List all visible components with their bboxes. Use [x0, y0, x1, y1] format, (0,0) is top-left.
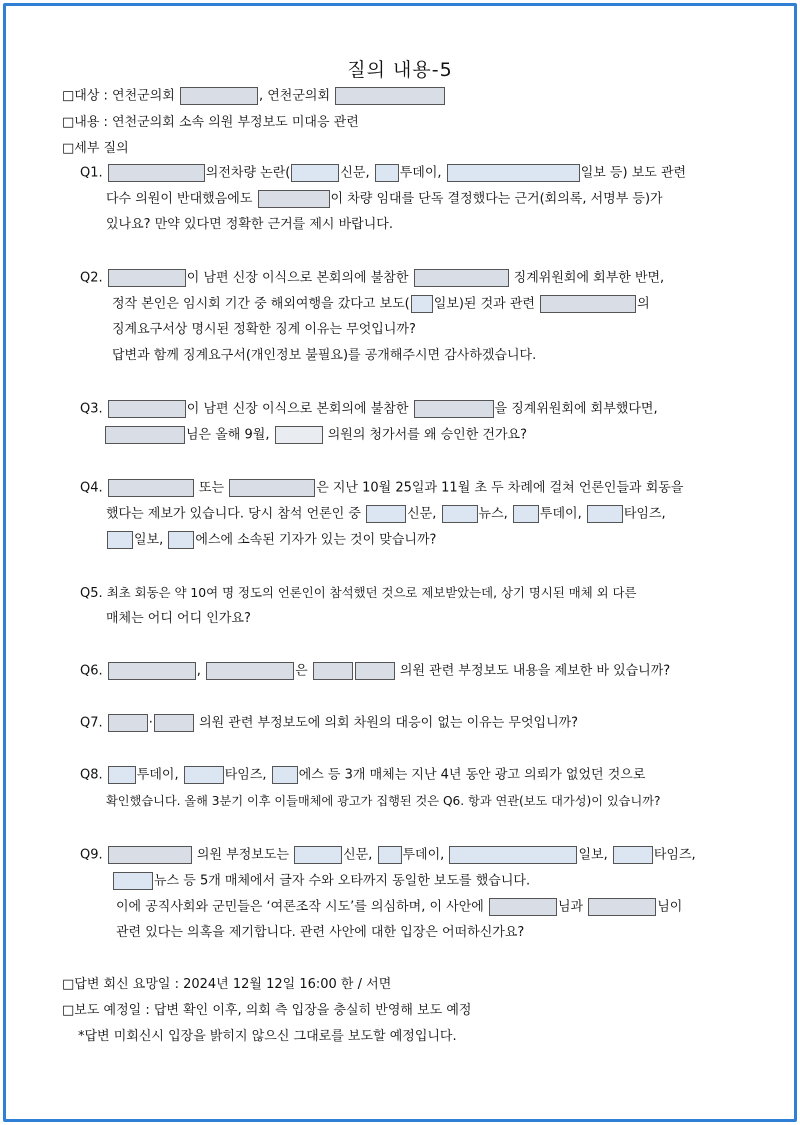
redacted-box [414, 400, 494, 418]
redacted-box [258, 190, 330, 208]
q1-line-1: Q1. 의전차량 논란( 신문, 투데이, 일보 등) 보도 관련 [80, 165, 687, 181]
page-title: 질의 내용-5 [347, 59, 453, 81]
redacted-box [294, 846, 342, 864]
redacted-box [449, 846, 577, 864]
q7-line-1: Q7. · 의원 관련 부정보도에 의회 차원의 대응이 없는 이유는 무엇입니까? [80, 715, 579, 731]
redacted-box [355, 662, 395, 680]
q9-line-3: 이에 공직사회와 군민들은 ‘여론조작 시도’를 의심하며, 이 사안에 님과 님이 [116, 899, 683, 915]
redacted-box [378, 846, 402, 864]
redacted-box [275, 426, 323, 444]
redacted-box [108, 269, 186, 287]
redacted-box [184, 766, 224, 784]
q9-line-4: 관련 있다는 의혹을 제기합니다. 관련 사안에 대한 입장은 어떠하신가요? [116, 925, 525, 940]
redacted-box [108, 766, 136, 784]
q1-line-2: 다수 의원이 반대했음에도 이 차량 임대를 단독 결정했다는 근거(회의록, 서명부 등)가 [106, 191, 663, 207]
redacted-box [588, 898, 656, 916]
redacted-box [108, 846, 192, 864]
redacted-box [442, 505, 478, 523]
redacted-box [613, 846, 653, 864]
redacted-box [206, 662, 294, 680]
target-line: □대상 : 연천군의회 , 연천군의회 [62, 87, 446, 106]
redacted-box [366, 505, 406, 523]
redacted-box [489, 898, 557, 916]
redacted-box [447, 164, 580, 182]
q2-line-2: 정작 본인은 임시회 기간 중 해외여행을 갔다고 보도( 일보)된 것과 관련 의 [112, 296, 650, 312]
redacted-box [105, 426, 185, 444]
report-schedule: □보도 예정일 : 답변 확인 이후, 의회 측 입장을 충실히 반영해 보도 예정 [62, 1003, 472, 1018]
q1-line-3: 있나요? 만약 있다면 정확한 근거를 제시 바랍니다. [106, 217, 393, 232]
redacted-box [108, 400, 186, 418]
q6-line-1: Q6. , 은 의원 관련 부정보도 내용을 제보한 바 있습니까? [80, 663, 671, 679]
q5-line-2: 매체는 어디 어디 인가요? [106, 611, 251, 626]
q3-line-2: 님은 올해 9월, 의원의 청가서를 왜 승인한 건가요? [104, 426, 527, 445]
redacted-box [587, 505, 623, 523]
q9-line-2: 뉴스 등 5개 매체에서 글자 수와 오타까지 동일한 보도를 했습니다. [112, 872, 530, 891]
redacted-box [168, 531, 194, 549]
redacted-box [335, 87, 445, 105]
q5-line-1: Q5. 최초 회동은 약 10여 명 정도의 언론인이 참석했던 것으로 제보받았는데, 상기 명시된 매체 외 다른 [80, 585, 637, 601]
redacted-box [513, 505, 539, 523]
q4-line-3: 일보, 에스에 소속된 기자가 있는 것이 맞습니까? [106, 531, 436, 550]
redacted-box [313, 662, 353, 680]
redacted-box [154, 714, 194, 732]
redacted-box [291, 164, 339, 182]
content-line: □내용 : 연천군의회 소속 의원 부정보도 미대응 관련 [62, 115, 359, 130]
detail-heading: □세부 질의 [62, 141, 129, 156]
reply-deadline: □답변 회신 요망일 : 2024년 12월 12일 16:00 한 / 서면 [62, 977, 392, 992]
q2-line-1: Q2. 이 남편 신장 이식으로 본회의에 불참한 징계위원회에 회부한 반면, [80, 270, 665, 286]
redacted-box [108, 662, 196, 680]
redacted-box [180, 87, 258, 105]
redacted-box [411, 295, 433, 313]
q4-line-2: 했다는 제보가 있습니다. 당시 참석 언론인 중 신문, 뉴스, 투데이, 타임즈, [106, 506, 666, 522]
redacted-box [229, 479, 315, 497]
q8-line-1: Q8. 투데이, 타임즈, 에스 등 3개 매체는 지난 4년 동안 광고 의뢰가 없었던 것으로 [80, 767, 646, 783]
redacted-box [272, 766, 298, 784]
q3-line-1: Q3. 이 남편 신장 이식으로 본회의에 불참한 을 징계위원회에 회부했다면, [80, 401, 658, 417]
q4-line-1: Q4. 또는 은 지난 10월 25일과 11월 초 두 차례에 걸쳐 언론인들과 회동을 [80, 480, 684, 496]
q2-line-4: 답변과 함께 징계요구서(개인정보 불필요)를 공개해주시면 감사하겠습니다. [112, 348, 537, 363]
redacted-box [375, 164, 399, 182]
q8-line-2: 확인했습니다. 올해 3분기 이후 이들매체에 광고가 집행된 것은 Q6. 항과 연관(보도 대가성)이 있습니까? [106, 794, 661, 808]
q9-line-1: Q9. 의원 부정보도는 신문, 투데이, 일보, 타임즈, [80, 847, 696, 863]
redacted-box [113, 872, 153, 890]
redacted-box [108, 164, 205, 182]
redacted-box [108, 479, 194, 497]
redacted-box [107, 531, 133, 549]
q2-line-3: 징계요구서상 명시된 정확한 징계 이유는 무엇입니까? [112, 322, 416, 337]
redacted-box [540, 295, 636, 313]
note-line: *답변 미회신시 입장을 밝히지 않으신 그대로를 보도할 예정입니다. [78, 1029, 457, 1044]
redacted-box [108, 714, 148, 732]
redacted-box [414, 269, 509, 287]
